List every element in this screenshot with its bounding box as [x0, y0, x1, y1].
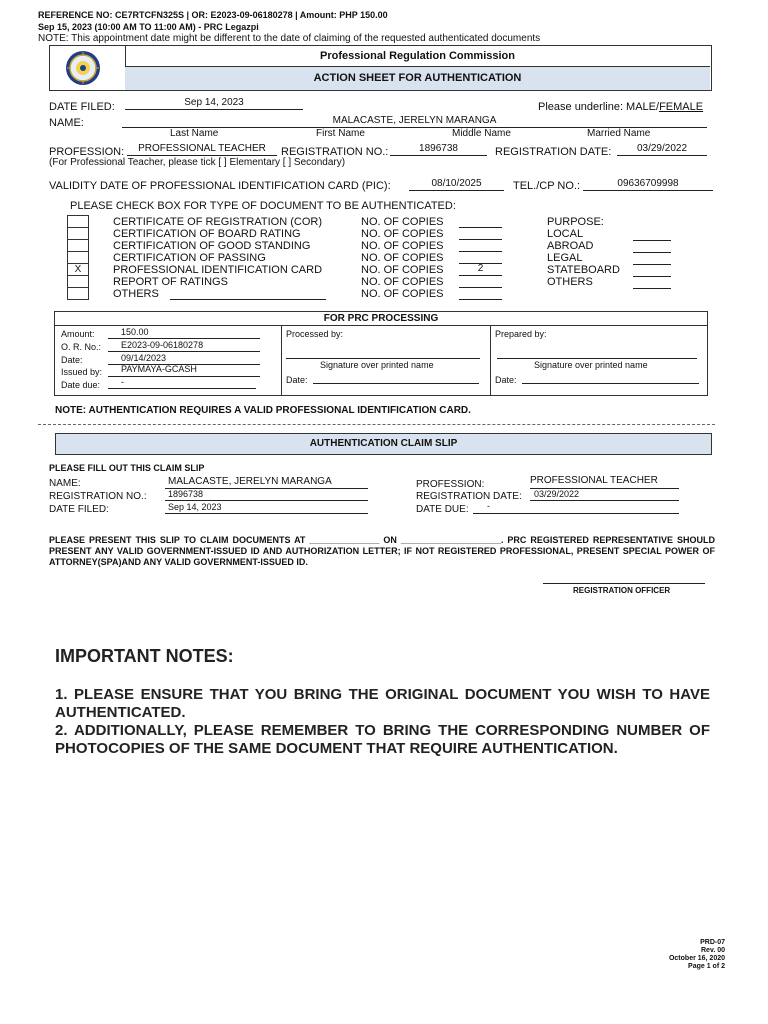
processing-divider-1	[281, 326, 282, 395]
amount-line	[108, 338, 260, 339]
claim-date-due-label: DATE DUE:	[416, 504, 469, 515]
doc-label-board-rating: CERTIFICATION OF BOARD RATING	[113, 228, 301, 240]
claim-name-label: NAME:	[49, 478, 81, 489]
cut-line	[38, 424, 715, 425]
claim-date-filed-value: Sep 14, 2023	[168, 502, 222, 512]
claim-date-filed-label: DATE FILED:	[49, 504, 109, 515]
prepared-date-label: Date:	[495, 375, 517, 385]
title-box	[49, 45, 712, 91]
copies-line-0	[459, 227, 502, 228]
date-filed-value: Sep 14, 2023	[184, 97, 244, 108]
doc-label-passing: CERTIFICATION OF PASSING	[113, 252, 266, 264]
prepared-by-label: Prepared by:	[495, 329, 547, 339]
prepared-signature-line	[497, 358, 697, 359]
name-label: NAME:	[49, 117, 84, 129]
name-part-last: Last Name	[170, 128, 219, 139]
auth-requirement-note: NOTE: AUTHENTICATION REQUIRES A VALID PROFESSIONAL IDENTIFICATION CARD.	[55, 405, 471, 416]
name-part-first: First Name	[316, 128, 365, 139]
date-filed-line	[125, 109, 303, 110]
tel-value: 09636709998	[617, 178, 679, 189]
claim-reg-no-value: 1896738	[168, 489, 204, 499]
date-filed-label: DATE FILED:	[49, 101, 115, 113]
purpose-local: LOCAL	[547, 228, 584, 240]
issued-label: Issued by:	[61, 367, 103, 377]
claim-reg-no-line	[165, 500, 368, 501]
date-label: Date:	[61, 355, 83, 365]
gender-label: Please underline: MALE/	[538, 101, 660, 113]
or-line	[108, 351, 260, 352]
claim-present-text: PLEASE PRESENT THIS SLIP TO CLAIM DOCUMENTS AT ______________ ON ____________________. PRC REGISTERED REPRESENTATIVE SHOULD PRESENT ANY VALID GOVERNMENT-ISSUED ID AND AUTHORIZATION LETTER; IF NOT REGISTERED PROFESSIONAL, PRESENT SPECIAL POWER OF ATTORNEY(SPA)AND ANY VALID GOVERNMENT-ISSUED ID.	[49, 535, 715, 567]
form-title: ACTION SHEET FOR AUTHENTICATION	[125, 67, 710, 90]
due-line	[108, 388, 256, 389]
amount-value: 150.00	[121, 327, 149, 337]
processed-date-label: Date:	[286, 375, 308, 385]
claim-date-due-line	[473, 513, 679, 514]
officer-label: REGISTRATION OFFICER	[573, 586, 671, 595]
claim-date-due-value: -	[487, 501, 490, 511]
copies-line-2	[459, 251, 502, 252]
processed-signature-line	[286, 358, 480, 359]
doc-checkbox-others[interactable]	[67, 287, 89, 300]
gender-female: FEMALE	[659, 101, 704, 113]
purpose-stateboard: STATEBOARD	[547, 264, 620, 276]
doc-label-ratings: REPORT OF RATINGS	[113, 276, 228, 288]
name-value: MALACASTE, JERELYN MARANGA	[332, 115, 497, 126]
doc-label-cor: CERTIFICATE OF REGISTRATION (COR)	[113, 216, 322, 228]
footer-rev: Rev. 00	[701, 947, 725, 954]
important-note-2: 2. ADDITIONALLY, PLEASE REMEMBER TO BRING THE CORRESPONDING NUMBER OF PHOTOCOPIES OF THE SAME DOCUMENT THAT REQUIRE AUTHENTICATION.	[55, 722, 710, 757]
processed-signature-label: Signature over printed name	[320, 360, 434, 370]
doc-label-others: OTHERS	[113, 288, 159, 300]
org-name: Professional Regulation Commission	[125, 46, 710, 67]
copies-line-3	[459, 263, 502, 264]
profession-line	[127, 155, 277, 156]
processed-by-label: Processed by:	[286, 329, 344, 339]
purpose-line-stateboard	[633, 276, 671, 277]
footer-date: October 16, 2020	[668, 955, 725, 962]
name-part-middle: Middle Name	[452, 128, 511, 139]
or-value: E2023-09-06180278	[121, 340, 204, 350]
purpose-line-abroad	[633, 252, 671, 253]
date-value: 09/14/2023	[121, 353, 167, 363]
claim-reg-no-label: REGISTRATION NO.:	[49, 491, 147, 502]
reg-no-value: 1896738	[419, 143, 458, 154]
gender-underline	[538, 101, 703, 113]
processing-divider-2	[490, 326, 491, 395]
copies-label-1: NO. OF COPIES	[361, 228, 444, 240]
important-heading: IMPORTANT NOTES:	[55, 646, 234, 666]
name-part-married: Married Name	[587, 128, 651, 139]
officer-signature-line	[543, 583, 705, 584]
schedule-line: Sep 15, 2023 (10:00 AM TO 11:00 AM) - PRC Legazpi	[38, 22, 259, 32]
claim-reg-date-value: 03/29/2022	[534, 489, 580, 499]
validity-value: 08/10/2025	[431, 178, 482, 189]
profession-value: PROFESSIONAL TEACHER	[138, 143, 266, 154]
claim-profession-label: PROFESSION:	[416, 479, 485, 490]
prepared-date-line	[522, 383, 699, 384]
purpose-others: OTHERS	[547, 276, 593, 288]
doc-label-pic: PROFESSIONAL IDENTIFICATION CARD	[113, 264, 323, 276]
purpose-legal: LEGAL	[547, 252, 583, 264]
copies-label-5: NO. OF COPIES	[361, 276, 444, 288]
important-note-1: 1. PLEASE ENSURE THAT YOU BRING THE ORIGINAL DOCUMENT YOU WISH TO HAVE AUTHENTICATED.	[55, 686, 710, 721]
processed-date-line	[313, 383, 479, 384]
reg-date-value: 03/29/2022	[636, 143, 688, 154]
copies-line-4	[459, 275, 502, 276]
purpose-line-legal	[633, 264, 671, 265]
claim-instruction: PLEASE FILL OUT THIS CLAIM SLIP	[49, 463, 205, 473]
check-instruction: PLEASE CHECK BOX FOR TYPE OF DOCUMENT TO BE AUTHENTICATED:	[70, 200, 456, 212]
prc-seal-icon	[65, 50, 101, 86]
copies-label-6: NO. OF COPIES	[361, 288, 444, 300]
logo-cell	[50, 46, 126, 90]
or-label: O. R. No.:	[61, 342, 102, 352]
copies-line-6	[459, 299, 502, 300]
amount-label: Amount:	[61, 329, 95, 339]
validity-line	[409, 190, 504, 191]
reg-date-label: REGISTRATION DATE:	[495, 146, 612, 158]
issued-line	[108, 376, 260, 377]
issued-value: PAYMAYA-GCASH	[121, 364, 197, 374]
purpose-abroad: ABROAD	[547, 240, 594, 252]
prepared-signature-label: Signature over printed name	[534, 360, 648, 370]
appointment-note: NOTE: This appointment date might be different to the date of claiming of the requested authenticated documents	[38, 33, 541, 44]
copies-label-4: NO. OF COPIES	[361, 264, 444, 276]
due-label: Date due:	[61, 380, 101, 390]
claim-profession-value: PROFESSIONAL TEACHER	[530, 475, 658, 486]
validity-label: VALIDITY DATE OF PROFESSIONAL IDENTIFICATION CARD (PIC):	[49, 180, 391, 192]
reg-no-label: REGISTRATION NO.:	[281, 146, 389, 158]
claim-name-value: MALACASTE, JERELYN MARANGA	[168, 476, 332, 487]
purpose-line-local	[633, 240, 671, 241]
doc-label-good-standing: CERTIFICATION OF GOOD STANDING	[113, 240, 311, 252]
copies-label-2: NO. OF COPIES	[361, 240, 444, 252]
reg-date-line	[617, 155, 707, 156]
purpose-label: PURPOSE:	[547, 216, 604, 228]
copies-line-1	[459, 239, 502, 240]
footer-form-code: PRD-07	[700, 939, 725, 946]
copies-label-3: NO. OF COPIES	[361, 252, 444, 264]
doc-checkbox-pic[interactable]: X	[67, 263, 89, 276]
footer-page: Page 1 of 2	[688, 963, 725, 970]
profession-label: PROFESSION:	[49, 146, 125, 158]
claim-reg-date-label: REGISTRATION DATE:	[416, 491, 522, 502]
processing-title: FOR PRC PROCESSING	[55, 312, 707, 326]
claim-reg-date-line	[530, 500, 679, 501]
tel-line	[583, 190, 713, 191]
copies-line-5	[459, 287, 502, 288]
reg-no-line	[390, 155, 487, 156]
due-value: -	[121, 377, 124, 387]
tel-label: TEL./CP NO.:	[513, 180, 581, 192]
teacher-level-note: (For Professional Teacher, please tick [ ] Elementary [ ] Secondary)	[49, 157, 346, 168]
claim-date-filed-line	[165, 513, 368, 514]
copies-label-0: NO. OF COPIES	[361, 216, 444, 228]
copies-value-4[interactable]: 2	[477, 263, 484, 274]
claim-slip-title: AUTHENTICATION CLAIM SLIP	[55, 433, 712, 455]
purpose-line-others	[633, 288, 671, 289]
reference-line: REFERENCE NO: CE7RTCFN325S | OR: E2023-09-06180278 | Amount: PHP 150.00	[38, 10, 388, 20]
others-line	[170, 299, 326, 300]
